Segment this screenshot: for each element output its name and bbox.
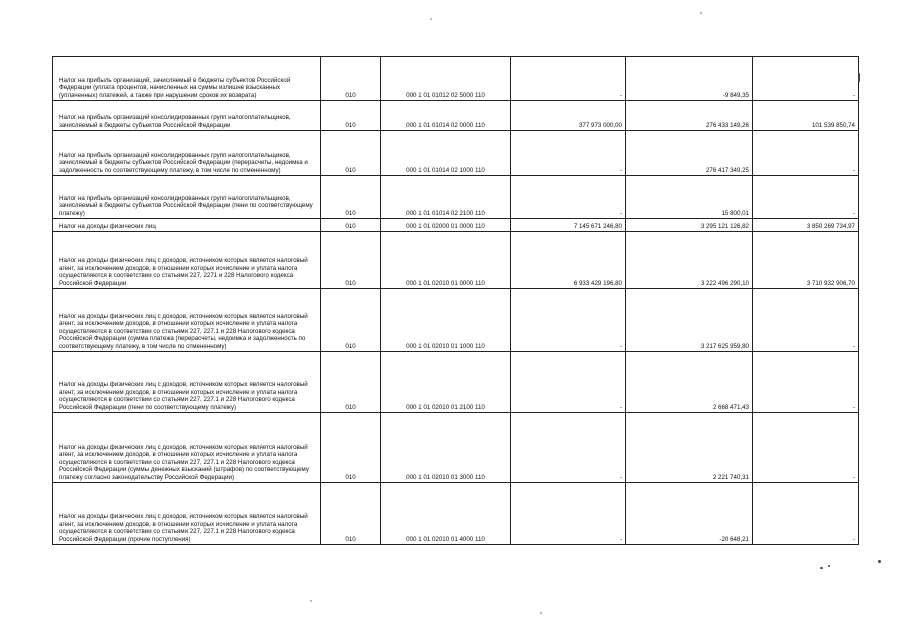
row-executed-amount-cell: 276 433 149,26	[626, 101, 753, 131]
row-executed-amount-cell: 276 417 349,25	[626, 131, 753, 176]
row-line-code-cell: 010	[321, 57, 381, 101]
table-row	[53, 57, 859, 101]
row-line-code-cell: 010	[321, 289, 381, 352]
row-line-code-cell: 010	[321, 176, 381, 219]
row-name-cell: Налог на прибыль организаций консолидированных групп налогоплательщиков, зачисляемый в бюджеты субъектов Российской Федерации	[53, 101, 321, 131]
row-budget-code-cell: 000 1 01 02010 01 4000 110	[381, 483, 511, 545]
row-unexecuted-amount-cell: -	[753, 483, 859, 545]
row-unexecuted-amount-cell: -	[753, 57, 859, 101]
table-row	[53, 131, 859, 176]
scan-noise	[540, 612, 542, 614]
row-name-cell: Налог на доходы физических лиц с доходов, источником которых является налоговый агент, за исключением доходов, в отношении которых исчисление и уплата налога осуществляются в соответствии со статьями 227, 2271 и 228 Налогового кодекса Российской Федерации	[53, 232, 321, 289]
row-approved-amount-cell: -	[511, 483, 626, 545]
row-name-cell: Налог на доходы физических лиц с доходов, источником которых является налоговый агент, за исключением доходов, в отношении которых исчисление и уплата налога осуществляются в соответствии со статьями 227, 227.1 и 228 Налогового кодекса Российской Федерации (сумма платежа (перерасчеты, недоимка и задолженность по соответствующему платежу, в том числе по отмененному)	[53, 289, 321, 352]
table-row	[53, 219, 859, 232]
row-budget-code-cell: 000 1 01 01014 02 1000 110	[381, 131, 511, 176]
row-executed-amount-cell: 3 222 496 290,10	[626, 232, 753, 289]
table-row	[53, 232, 859, 289]
row-unexecuted-amount-cell: 101 539 850,74	[753, 101, 859, 131]
table-row	[53, 483, 859, 545]
row-line-code-cell: 010	[321, 131, 381, 176]
row-budget-code-cell: 000 1 01 01014 02 2100 110	[381, 176, 511, 219]
row-approved-amount-cell: 6 933 429 196,80	[511, 232, 626, 289]
row-budget-code-cell: 000 1 01 02010 01 0000 110	[381, 232, 511, 289]
table-row	[53, 101, 859, 131]
scan-noise	[430, 18, 432, 20]
row-line-code-cell: 010	[321, 483, 381, 545]
row-unexecuted-amount-cell: -	[753, 131, 859, 176]
row-budget-code-cell: 000 1 01 01012 02 5000 110	[381, 57, 511, 101]
row-budget-code-cell: 000 1 01 01014 02 0000 110	[381, 101, 511, 131]
scan-speck	[858, 73, 860, 82]
row-unexecuted-amount-cell: 3 710 932 906,70	[753, 232, 859, 289]
scan-speck	[820, 567, 823, 569]
row-unexecuted-amount-cell: -	[753, 289, 859, 352]
row-unexecuted-amount-cell: -	[753, 352, 859, 413]
row-executed-amount-cell: 2 668 471,43	[626, 352, 753, 413]
scan-speck	[828, 565, 830, 567]
row-name-cell: Налог на доходы физических лиц с доходов, источником которых является налоговый агент, за исключением доходов, в отношении которых исчисление и уплата налога осуществляются в соответствии со статьями 227, 227.1 и 228 Налогового кодекса Российской Федерации (прочие поступления)	[53, 483, 321, 545]
table-row	[53, 352, 859, 413]
row-unexecuted-amount-cell: 3 850 269 734,97	[753, 219, 859, 232]
row-executed-amount-cell: -9 849,35	[626, 57, 753, 101]
row-budget-code-cell: 000 1 01 02010 01 3000 110	[381, 413, 511, 483]
row-line-code-cell: 010	[321, 352, 381, 413]
table-row	[53, 289, 859, 352]
row-name-cell: Налог на прибыль организаций консолидированных групп налогоплательщиков, зачисляемый в бюджеты субъектов Российской Федерации (пени по соответствующему платежу)	[53, 176, 321, 219]
row-approved-amount-cell: 377 973 000,00	[511, 101, 626, 131]
scan-noise	[310, 600, 312, 602]
row-approved-amount-cell: -	[511, 352, 626, 413]
row-executed-amount-cell: 2 221 740,31	[626, 413, 753, 483]
row-line-code-cell: 010	[321, 101, 381, 131]
table-row	[53, 176, 859, 219]
row-approved-amount-cell: -	[511, 131, 626, 176]
row-name-cell: Налог на прибыль организаций, зачисляемый в бюджеты субъектов Российской Федерации (уплата процентов, начисленных на суммы излишне взысканных (уплаченных) платежей, а также при нарушении сроков их возврата)	[53, 57, 321, 101]
scan-noise	[700, 12, 702, 14]
row-line-code-cell: 010	[321, 219, 381, 232]
row-budget-code-cell: 000 1 01 02010 01 1000 110	[381, 289, 511, 352]
row-executed-amount-cell: 3 295 121 126,82	[626, 219, 753, 232]
row-approved-amount-cell: -	[511, 176, 626, 219]
table-row	[53, 413, 859, 483]
budget-revenue-table	[52, 56, 859, 545]
row-executed-amount-cell: 3 217 625 959,80	[626, 289, 753, 352]
scan-speck	[878, 560, 881, 563]
row-line-code-cell: 010	[321, 413, 381, 483]
row-unexecuted-amount-cell: -	[753, 176, 859, 219]
row-budget-code-cell: 000 1 01 02010 01 2100 110	[381, 352, 511, 413]
row-approved-amount-cell: -	[511, 413, 626, 483]
row-budget-code-cell: 000 1 01 02000 01 0000 110	[381, 219, 511, 232]
row-name-cell: Налог на доходы физических лиц с доходов, источником которых является налоговый агент, за исключением доходов, в отношении которых исчисление и уплата налога осуществляются в соответствии со статьями 227, 227.1 и 228 Налогового кодекса Российской Федерации (пени по соответствующему платежу)	[53, 352, 321, 413]
row-name-cell: Налог на доходы физических лиц с доходов, источником которых является налоговый агент, за исключением доходов, в отношении которых исчисление и уплата налога осуществляются в соответствии со статьями 227, 227.1 и 228 Налогового кодекса Российской Федерации (суммы денежных взысканий (штрафов) по соответствующему платежу согласно законодательству Российской Федерации)	[53, 413, 321, 483]
row-unexecuted-amount-cell: -	[753, 413, 859, 483]
row-name-cell: Налог на доходы физических лиц	[53, 219, 321, 232]
row-executed-amount-cell: -20 648,21	[626, 483, 753, 545]
row-approved-amount-cell: 7 145 671 246,80	[511, 219, 626, 232]
row-approved-amount-cell: -	[511, 289, 626, 352]
row-line-code-cell: 010	[321, 232, 381, 289]
row-name-cell: Налог на прибыль организаций консолидированных групп налогоплательщиков, зачисляемый в бюджеты субъектов Российской Федерации (перерасчеты, недоимка и задолженность по соответствующему платежу, в том числе по отмененному)	[53, 131, 321, 176]
row-executed-amount-cell: 15 800,01	[626, 176, 753, 219]
row-approved-amount-cell: -	[511, 57, 626, 101]
